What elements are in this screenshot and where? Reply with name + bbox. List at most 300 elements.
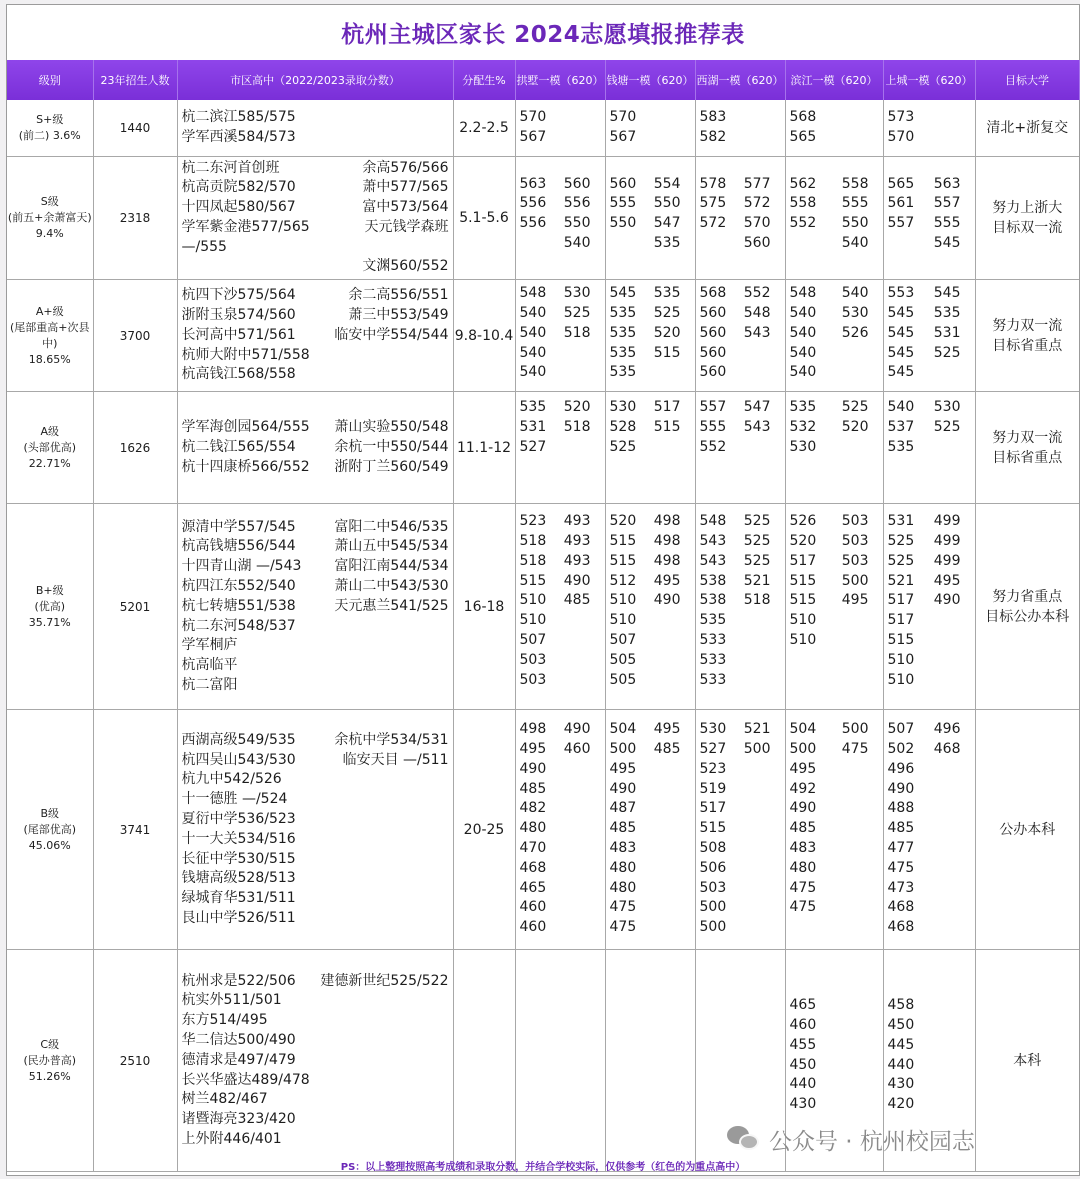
mock-score: 530: [699, 721, 727, 738]
header-target: 目标大学: [975, 60, 1079, 100]
school-entry: 上外附446/401: [181, 1131, 282, 1148]
mock-score: 545: [887, 344, 915, 361]
school-entry: 杭实外511/501: [181, 992, 282, 1009]
mock-score: 550: [653, 195, 681, 212]
mock-score: 470: [519, 840, 547, 857]
level-line: A+级: [35, 304, 64, 318]
mock-score: [888, 234, 931, 254]
mock-score: 480: [609, 859, 637, 876]
mock-cell-qiantang: [605, 100, 695, 156]
mock-score: 468: [887, 919, 915, 936]
school-entry: 东方514/495: [181, 1012, 268, 1029]
mock-score: 530: [841, 305, 869, 322]
mock-score: 525: [609, 438, 637, 455]
school-entry: 杭高钱塘556/544: [181, 538, 296, 555]
school-entry: 余杭一中550/544: [334, 438, 449, 455]
mock-cell-binjiang: [785, 156, 883, 280]
school-entry: 十四青山湖 —/543: [181, 558, 302, 575]
mock-score: 495: [789, 760, 817, 777]
mock-score: 535: [933, 305, 961, 322]
mock-score: 543: [699, 533, 727, 550]
mock-score: 475: [789, 879, 817, 896]
school-entry: 富阳二中546/535: [334, 518, 449, 535]
mock-score: 540: [519, 324, 547, 341]
schools-cell: [177, 710, 453, 950]
level-cell: [7, 100, 93, 156]
mock-score: 518: [563, 419, 591, 436]
schools-cell: [177, 504, 453, 710]
mock-score: 458: [887, 997, 915, 1014]
mock-cell-shangcheng: [883, 100, 975, 156]
mock-score: [835, 996, 881, 1016]
mock-score: [835, 108, 881, 128]
mock-score: 450: [789, 1056, 817, 1073]
mock-score: 518: [743, 592, 771, 609]
mock-score: [651, 799, 693, 819]
mock-score: 490: [563, 572, 591, 589]
mock-score: 455: [789, 1036, 817, 1053]
mock-score: 510: [519, 612, 547, 629]
mock-score: [561, 799, 603, 819]
mock-score: 540: [789, 324, 817, 341]
school-entry: 杭七转塘551/538: [181, 597, 296, 614]
school-entry: 华二信达500/490: [181, 1032, 296, 1049]
page-title: 杭州主城区家长 2024志愿填报推荐表: [341, 21, 745, 48]
table-row: [7, 156, 1079, 280]
mock-score: [930, 1056, 973, 1076]
mock-score: 490: [563, 721, 591, 738]
mock-score: [561, 898, 603, 918]
mock-score: 545: [887, 305, 915, 322]
mock-score: 485: [563, 592, 591, 609]
school-entry: 学军海创园564/555: [181, 419, 310, 436]
mock-score: [561, 363, 603, 383]
school-entry: 钱塘高级528/513: [181, 870, 296, 887]
mock-score: 517: [699, 800, 727, 817]
mock-score: 547: [653, 215, 681, 232]
target-line: 目标公办本科: [985, 608, 1070, 625]
school-entry: 萧山五中545/534: [334, 538, 449, 555]
mock-score: 483: [609, 840, 637, 857]
mock-score: 475: [841, 741, 869, 758]
level-line: C级: [40, 1037, 60, 1051]
mock-score: [561, 760, 603, 780]
mock-score: 482: [519, 800, 547, 817]
mock-score: [930, 760, 973, 780]
mock-score: 518: [519, 533, 547, 550]
mock-score: [561, 839, 603, 859]
mock-score: 495: [653, 572, 681, 589]
school-entry: [316, 365, 451, 385]
mock-score: 465: [519, 879, 547, 896]
schools-cell: [177, 950, 453, 1172]
school-entry: 浙附玉泉574/560: [181, 307, 296, 324]
mock-score: 525: [887, 533, 915, 550]
mock-score: [930, 631, 973, 651]
mock-score: 500: [789, 741, 817, 758]
mock-score: 485: [609, 820, 637, 837]
mock-score: 548: [789, 285, 817, 302]
mock-score: 510: [789, 632, 817, 649]
mock-score: [610, 234, 652, 254]
mock-score: 490: [653, 592, 681, 609]
school-entry: 余杭中学534/531: [334, 731, 449, 748]
mock-score: 490: [887, 780, 915, 797]
mock-score: 577: [743, 175, 771, 192]
school-entry: 文渊560/552: [362, 258, 449, 275]
table-row: [7, 280, 1079, 392]
mock-score: 528: [609, 419, 637, 436]
mock-score: [651, 671, 693, 691]
mock-score: [835, 363, 881, 383]
mock-score: [930, 1036, 973, 1056]
mock-score: [651, 651, 693, 671]
mock-score: 572: [699, 215, 727, 232]
mock-score: 570: [609, 109, 637, 125]
level-line: S+级: [36, 112, 64, 126]
mock-score: 510: [887, 671, 915, 688]
level-line: 9.4%: [35, 226, 64, 240]
level-line: (前二) 3.6%: [18, 128, 81, 142]
mock-score: 555: [841, 195, 869, 212]
level-cell: [7, 392, 93, 504]
target-cell: [975, 710, 1079, 950]
school-entry: 学军紫金港577/565: [181, 218, 310, 235]
school-entry: [316, 1130, 451, 1150]
school-entry: 德清求是497/479: [181, 1051, 296, 1068]
mock-score: 525: [653, 305, 681, 322]
mock-score: 568: [789, 109, 817, 125]
mock-score: 460: [519, 899, 547, 916]
mock-score: 519: [699, 780, 727, 797]
mock-score: 512: [609, 572, 637, 589]
mock-score: [700, 234, 742, 254]
mock-score: 495: [653, 721, 681, 738]
mock-score: [741, 879, 783, 899]
footnote: PS：以上整理按照高考成绩和录取分数，并结合学校实际，仅供参考（红色的为重点高中）: [340, 1162, 746, 1173]
mock-score: 490: [609, 780, 637, 797]
schools-cell: [177, 100, 453, 156]
school-entry: 天元钱学森班: [364, 218, 449, 235]
mock-score: 548: [519, 285, 547, 302]
mock-score: 523: [519, 513, 547, 530]
mock-score: [930, 1095, 973, 1115]
level-line: A级: [40, 424, 60, 438]
mock-score: 498: [653, 513, 681, 530]
mock-score: 537: [887, 419, 915, 436]
mock-score: [930, 611, 973, 631]
school-entry: [316, 636, 451, 656]
school-entry: 杭高临平: [181, 657, 238, 674]
school-entry: [316, 991, 451, 1011]
school-entry: 杭高钱江568/558: [181, 366, 296, 383]
school-entry: 绿城育华531/511: [181, 890, 296, 907]
level-cell: [7, 950, 93, 1172]
mock-score: 558: [789, 195, 817, 212]
mock-score: 567: [609, 128, 637, 145]
mock-score: 540: [841, 285, 869, 302]
mock-score: [651, 611, 693, 631]
school-entry: [182, 257, 317, 277]
mock-score: 420: [887, 1096, 915, 1113]
mock-score: 505: [609, 671, 637, 688]
mock-score: [561, 438, 603, 458]
target-cell: [975, 280, 1079, 392]
school-entry: [316, 830, 451, 850]
level-line: 22.71%: [28, 456, 71, 470]
school-entry: [316, 1071, 451, 1091]
mock-score: 535: [699, 612, 727, 629]
mock-score: 540: [789, 344, 817, 361]
target-cell: [975, 392, 1079, 504]
school-entry: [316, 617, 451, 637]
header-binjiang: 滨江一模（620）: [785, 60, 883, 100]
school-entry: [316, 790, 451, 810]
school-entry: [316, 1090, 451, 1110]
school-entry: 诸暨海亮323/420: [181, 1111, 296, 1128]
target-line: 目标省重点: [992, 449, 1063, 466]
mock-cell-qiantang: [605, 156, 695, 280]
mock-score: 532: [789, 419, 817, 436]
level-line: (尾部优高): [23, 822, 77, 836]
target-line: 努力双一流: [992, 429, 1063, 446]
mock-score: 500: [699, 919, 727, 936]
mock-score: 573: [887, 109, 915, 125]
mock-score: 503: [841, 513, 869, 530]
mock-score: 493: [563, 533, 591, 550]
mock-score: 490: [933, 592, 961, 609]
header-shangcheng: 上城一模（620）: [883, 60, 975, 100]
mock-score: 487: [609, 800, 637, 817]
level-line: 中): [42, 336, 58, 350]
target-line: 本科: [1013, 1052, 1042, 1069]
mock-score: 545: [933, 285, 961, 302]
watermark-text: 公众号 · 杭州校园志: [769, 1128, 975, 1155]
mock-score: 517: [887, 612, 915, 629]
mock-score: [741, 760, 783, 780]
level-cell: [7, 504, 93, 710]
mock-cell-qiantang: [605, 392, 695, 504]
mock-score: 527: [519, 438, 547, 455]
school-entry: 富中573/564: [362, 199, 449, 216]
mock-score: [930, 651, 973, 671]
school-entry: 杭九中542/526: [181, 771, 282, 788]
mock-score: 555: [933, 215, 961, 232]
mock-score: 503: [841, 552, 869, 569]
mock-score: 525: [743, 533, 771, 550]
mock-score: 475: [609, 899, 637, 916]
mock-score: 480: [789, 859, 817, 876]
mock-cell-xihu: [695, 392, 785, 504]
mock-score: 480: [609, 879, 637, 896]
header-level: 级别: [7, 60, 93, 100]
mock-score: [835, 879, 881, 899]
school-entry: 萧山实验550/548: [334, 419, 449, 436]
recommendation-sheet: [6, 4, 1080, 1176]
ratio-cell: 11.1-12: [453, 392, 515, 504]
mock-score: 560: [699, 344, 727, 361]
school-entry: [316, 1051, 451, 1071]
mock-score: 492: [789, 780, 817, 797]
mock-cell-qiantang: [605, 504, 695, 710]
school-entry: 临安天目 —/511: [342, 751, 449, 768]
mock-cell-shangcheng: [883, 710, 975, 950]
mock-score: 475: [789, 899, 817, 916]
mock-score: [930, 1075, 973, 1095]
enroll-cell: 2510: [93, 950, 177, 1172]
mock-score: [835, 819, 881, 839]
school-entry: 杭州求是522/506: [181, 972, 296, 989]
mock-score: 527: [699, 741, 727, 758]
mock-score: 531: [887, 513, 915, 530]
mock-score: [835, 1016, 881, 1036]
school-entry: [316, 676, 451, 696]
school-entry: 余二高556/551: [348, 287, 449, 304]
mock-score: 560: [699, 364, 727, 381]
mock-score: [930, 859, 973, 879]
mock-score: [741, 128, 783, 148]
mock-score: 502: [887, 741, 915, 758]
mock-score: 490: [789, 800, 817, 817]
mock-score: [835, 780, 881, 800]
mock-score: 558: [841, 175, 869, 192]
target-line: 清北+浙复交: [986, 119, 1069, 136]
school-entry: —/555: [181, 238, 227, 255]
mock-score: [561, 631, 603, 651]
mock-score: 535: [609, 324, 637, 341]
mock-score: [741, 898, 783, 918]
school-entry: 艮山中学526/511: [181, 909, 296, 926]
mock-score: [835, 1056, 881, 1076]
mock-score: 468: [887, 899, 915, 916]
mock-score: [835, 1095, 881, 1115]
mock-score: [835, 760, 881, 780]
level-line: 51.26%: [28, 1069, 71, 1083]
mock-score: 500: [841, 572, 869, 589]
mock-cell-binjiang: [785, 504, 883, 710]
mock-score: 430: [887, 1076, 915, 1093]
mock-score: 518: [519, 552, 547, 569]
ratio-cell: 20-25: [453, 710, 515, 950]
mock-score: [930, 1016, 973, 1036]
wechat-watermark: [727, 1119, 975, 1159]
school-entry: 十一大关534/516: [181, 830, 296, 847]
target-line: 努力省重点: [992, 588, 1063, 605]
mock-score: [930, 918, 973, 938]
ratio-cell: [453, 950, 515, 1172]
mock-score: 543: [743, 324, 771, 341]
mock-score: [930, 996, 973, 1016]
mock-score: 535: [887, 438, 915, 455]
mock-score: 510: [609, 612, 637, 629]
mock-score: 554: [653, 175, 681, 192]
mock-score: 503: [519, 651, 547, 668]
enroll-cell: 3700: [93, 280, 177, 392]
school-entry: [316, 869, 451, 889]
mock-score: 560: [609, 175, 637, 192]
mock-score: 582: [699, 128, 727, 145]
mock-score: 533: [699, 671, 727, 688]
mock-score: 552: [743, 285, 771, 302]
mock-score: 565: [789, 128, 817, 145]
target-cell: [975, 156, 1079, 280]
school-entry: 萧山二中543/530: [334, 578, 449, 595]
mock-score: [561, 859, 603, 879]
mock-score: 483: [789, 840, 817, 857]
mock-score: [561, 108, 603, 128]
mock-score: 540: [789, 364, 817, 381]
mock-score: [835, 344, 881, 364]
mock-score: 520: [609, 513, 637, 530]
mock-score: 543: [743, 419, 771, 436]
mock-cell-qiantang: [605, 280, 695, 392]
mock-score: 526: [789, 513, 817, 530]
mock-score: 493: [563, 513, 591, 530]
school-entry: [316, 1031, 451, 1051]
mock-score: [561, 819, 603, 839]
mock-score: [835, 1075, 881, 1095]
mock-score: [835, 799, 881, 819]
mock-score: 540: [519, 364, 547, 381]
mock-score: [561, 651, 603, 671]
mock-score: 562: [789, 175, 817, 192]
level-cell: [7, 280, 93, 392]
level-line: (尾部重高+次县: [9, 320, 90, 334]
mock-score: 560: [743, 234, 771, 251]
level-line: (前五+余萧富天): [7, 210, 92, 224]
school-entry: 余高576/566: [362, 159, 449, 176]
mock-score: 510: [519, 592, 547, 609]
mock-score: 507: [887, 721, 915, 738]
mock-cell-gongshu: [515, 156, 605, 280]
mock-score: 545: [887, 324, 915, 341]
mock-score: [835, 859, 881, 879]
target-line: 目标双一流: [992, 219, 1063, 236]
mock-cell-binjiang: [785, 710, 883, 950]
level-line: (头部优高): [23, 440, 77, 454]
level-line: B级: [40, 806, 60, 820]
mock-score: 535: [609, 364, 637, 381]
mock-score: 450: [887, 1017, 915, 1034]
mock-score: 445: [887, 1036, 915, 1053]
ratio-cell: 5.1-5.6: [453, 156, 515, 280]
mock-score: [930, 108, 973, 128]
school-entry: 杭二富阳: [181, 677, 238, 694]
mock-score: 538: [699, 592, 727, 609]
school-entry: 长兴华盛达489/478: [181, 1071, 310, 1088]
mock-score: 535: [519, 399, 547, 416]
mock-score: 499: [933, 513, 961, 530]
mock-score: [651, 108, 693, 128]
mock-score: [741, 344, 783, 364]
mock-score: 575: [699, 195, 727, 212]
level-line: S级: [40, 194, 59, 208]
mock-cell-xihu: [695, 100, 785, 156]
mock-score: 507: [519, 632, 547, 649]
mock-score: 560: [563, 175, 591, 192]
school-entry: 杭师大附中571/558: [181, 346, 310, 363]
mock-score: 515: [887, 632, 915, 649]
header-ratio: 分配生%: [453, 60, 515, 100]
mock-score: [741, 363, 783, 383]
mock-score: [741, 438, 783, 458]
mock-score: [741, 780, 783, 800]
mock-score: 540: [519, 305, 547, 322]
school-entry: 学军桐庐: [181, 637, 238, 654]
level-line: 35.71%: [28, 615, 71, 629]
mock-score: 520: [841, 419, 869, 436]
target-line: 努力上浙大: [992, 199, 1063, 216]
